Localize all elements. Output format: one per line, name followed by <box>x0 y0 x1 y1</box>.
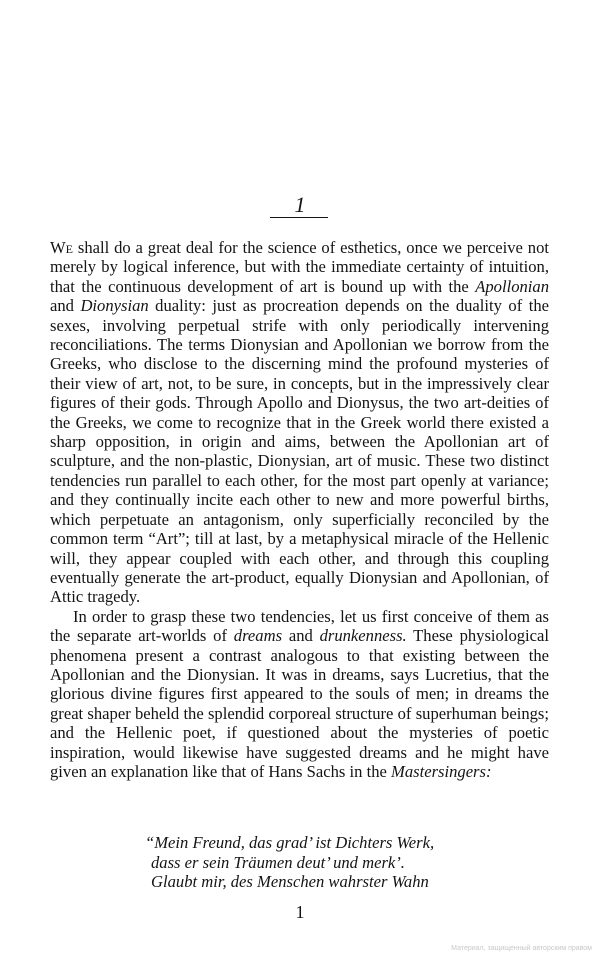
copyright-watermark: Материал, защищенный авторским правом <box>451 945 592 952</box>
paragraph-2 <box>50 607 549 782</box>
chapter-number: 1 <box>294 192 306 217</box>
term-drunkenness: drunkenness. <box>319 626 407 646</box>
term-apollonian: Apollonian <box>475 276 549 296</box>
verse-quotation <box>145 833 475 892</box>
paragraph-1-text-c: duality: just as procreation depends on the duality of the sexes, involving perpetual strife with only periodically intervening reconciliations. The terms Dionysian and Apollonian we borrow from the Greeks, who disclose to the discerning mind the profound mysteries of their view of art, not, to be sure, in concepts, but in the impressively clear figures of their gods. Through Apollo and Dionysus, the two art-deities of the Greeks, we come to recognize that in the Greek world there existed a sharp opposition, in origin and aims, between the Apollonian art of sculpture, and the non-plastic, Dionysian, art of music. These two distinct tendencies run parallel to each other, for the most part openly at variance; and they continually incite each other to new and more powerful births, which perpetuate an antagonism, only superficially reconciled by the common term “Art”; till at last, by a metaphysical miracle of the Hellenic will, they appear coupled with each other, and through this coupling eventually generate the art-product, equally Dionysian and Apollonian, of Attic tragedy. <box>50 296 549 607</box>
paragraph-1 <box>50 238 549 607</box>
paragraph-2-text-b: and <box>282 626 320 646</box>
body-text <box>50 238 549 781</box>
paragraph-2-text-c: These physiological phenomena present a contrast analogous to that existing between the Apollonian and the Dionysian. It was in dreams, says Lucretius, that the glorious divine figures first appeared to the souls of men; in dreams the great shaper beheld the splendid corporeal structure of superhuman beings; and the Hellenic poet, if questioned about the mysteries of poetic inspiration, would likewise have suggested dreams and he might have given an explanation like that of Hans Sachs in the <box>50 626 549 781</box>
paragraph-2-text-a: In order to grasp these two tendencies, let us first conceive of them as the separate art-worlds of <box>50 606 549 646</box>
verse-line: Glaubt mir, des Menschen wahrster Wahn <box>151 872 429 892</box>
verse-line: “Mein Freund, das grad’ ist Dichters Werk, <box>145 833 435 852</box>
paragraph-1-lead-word: We <box>50 238 73 257</box>
term-dreams: dreams <box>233 626 283 646</box>
paragraph-1-text-b: and <box>50 296 81 316</box>
paragraph-1-text-a: shall do a great deal for the science of esthetics, once we perceive not merely by logical inference, but with the immediate certainty of intuition, that the continuous development of art is bound up with the <box>50 238 549 296</box>
verse-line: dass er sein Träumen deut’ und merk’. <box>151 852 405 872</box>
chapter-rule <box>270 217 328 218</box>
term-mastersingers: Mastersingers: <box>391 761 492 781</box>
page-number: 1 <box>295 902 305 922</box>
term-dionysian: Dionysian <box>80 296 149 316</box>
